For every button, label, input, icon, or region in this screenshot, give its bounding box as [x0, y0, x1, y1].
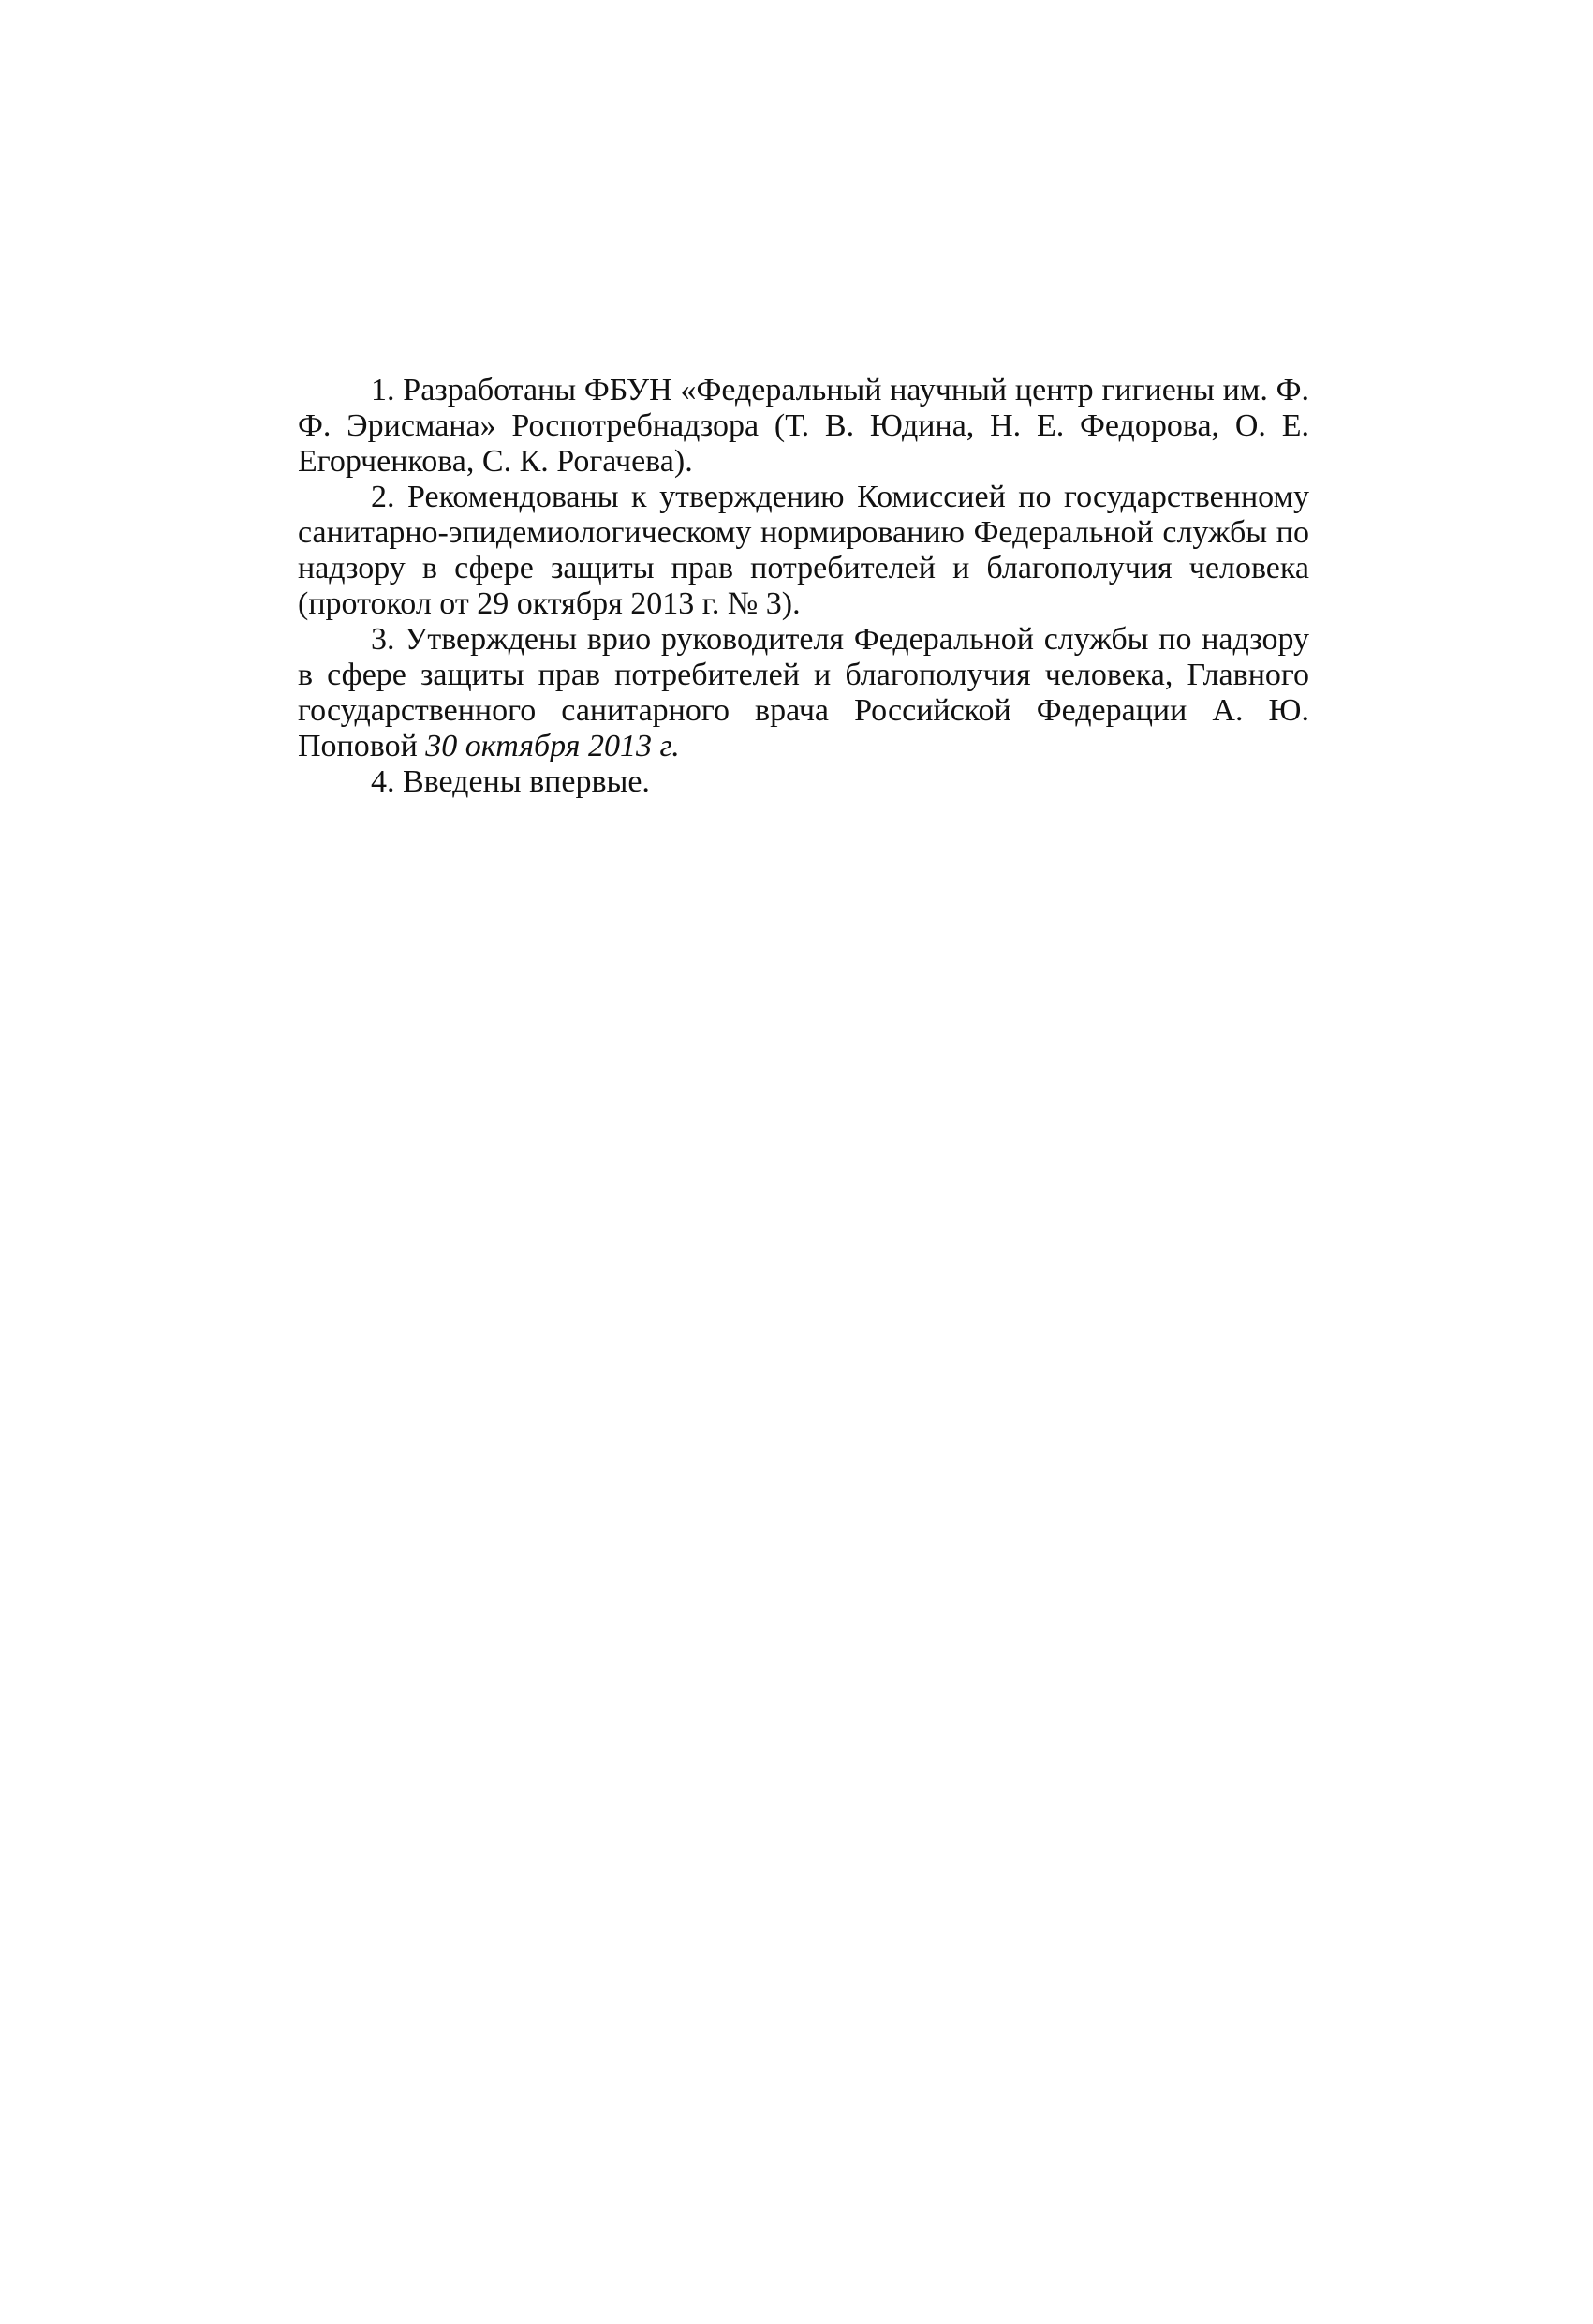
paragraph-number: 3. — [371, 622, 395, 657]
paragraph-text: Рекомендованы к утверждению Комиссией по государственному санитарно-эпидемиологическому нормированию Федеральной службы по надзору в сфере защиты прав потребителей и благополучия человека (протокол от 29 октября 2013 г. № 3). — [298, 480, 1310, 621]
paragraph-number: 4. — [371, 764, 395, 799]
paragraph-text: Введены впервые. — [403, 764, 650, 799]
approval-date: 30 октября 2013 г. — [425, 729, 680, 763]
paragraph-text: Разработаны ФБУН «Федеральный научный центр гигиены им. Ф. Ф. Эрисмана» Роспотребнадзора (Т. В. Юдина, Н. Е. Федорова, О. Е. Егорченкова, С. К. Рогачева). — [298, 373, 1310, 479]
paragraph-text: Утверждены врио руководителя Федеральной службы по надзору в сфере защиты прав потребителей и благополучия человека, Главного государственного санитарного врача Российской Федерации А. Ю. Поповой — [298, 622, 1310, 763]
paragraph-1 — [298, 373, 1309, 480]
paragraph-number: 1. — [371, 373, 395, 407]
paragraph-3 — [298, 622, 1309, 764]
paragraph-4 — [298, 764, 1309, 800]
document-text-block — [298, 373, 1309, 800]
paragraph-number: 2. — [371, 480, 395, 514]
paragraph-2 — [298, 480, 1309, 622]
